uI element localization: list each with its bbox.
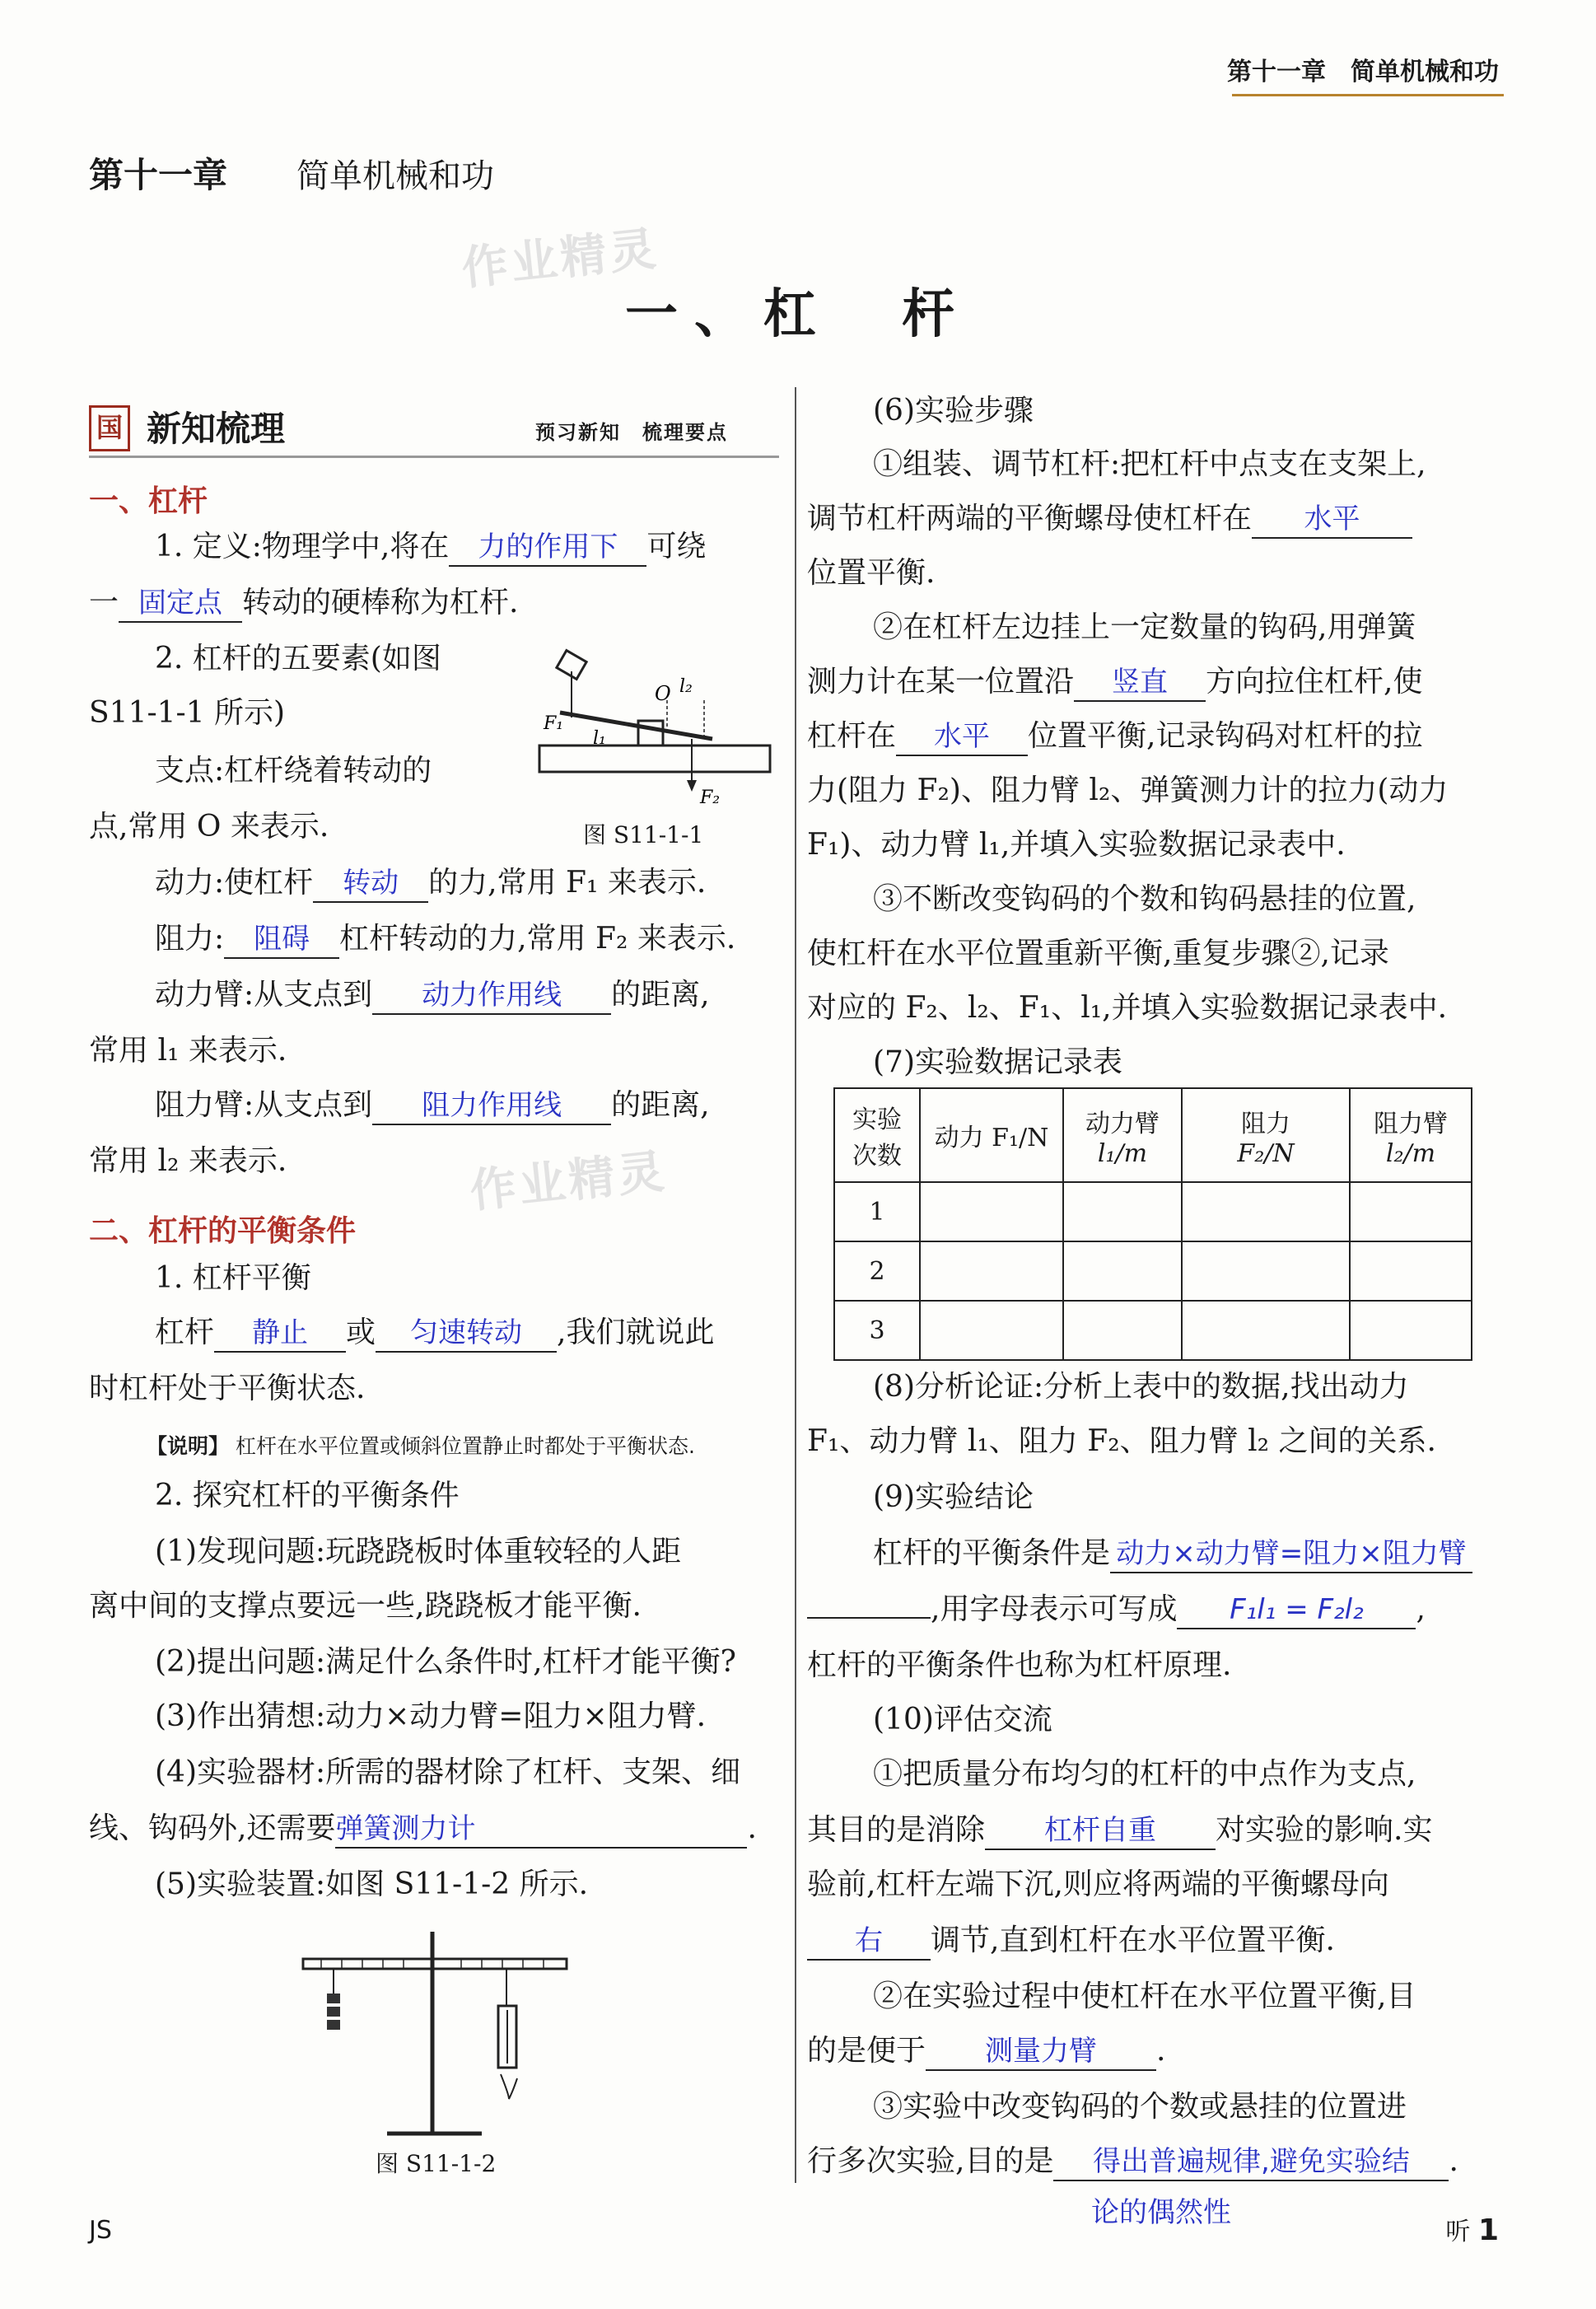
section-icon: 国 [89,405,130,451]
text-line: (1)发现问题:玩跷跷板时体重较轻的人距 [155,1535,682,1568]
text-line: F₁、动力臂 l₁、阻力 F₂、阻力臂 l₂ 之间的关系. [807,1424,1436,1458]
running-header [1227,51,1499,87]
heading-lever: 一、杠杆 [89,484,208,518]
table-cell[interactable] [1182,1182,1350,1241]
answer-blank[interactable]: 力的作用下 [449,529,646,567]
text-line: 1. 杠杆平衡 [155,1261,311,1295]
figure-caption-1: 图 S11-1-1 [583,821,704,848]
table-cell: 2 [834,1241,920,1301]
text-line: (4)实验器材:所需的器材除了杠杆、支架、细 [155,1755,741,1789]
table-cell[interactable] [1350,1301,1472,1360]
watermark: 作业精灵 [467,1144,670,1219]
answer-blank[interactable]: 水平 [896,718,1028,756]
text-line: ②在实验过程中使杠杆在水平位置平衡,目 [873,1979,1416,2013]
section-tag: 预习新知 梳理要点 [535,420,728,444]
answer-blank[interactable]: 阻力作用线 [372,1087,611,1125]
table-cell[interactable] [920,1182,1063,1241]
text-line: (8)分析论证:分析上表中的数据,找出动力 [873,1370,1409,1404]
table-header: 阻力臂 l₂/m [1350,1088,1472,1182]
section-title: 新知梳理 [147,409,286,449]
header-subject: 简单机械和功 [1351,58,1499,86]
svg-text:O: O [655,682,671,705]
definition-line: 1. 定义:物理学中,将在 力的作用下 可绕 [155,527,706,567]
table-header: 实验 次数 [834,1088,920,1182]
footer-code: JS [89,2216,112,2245]
table-header-row [834,1088,1472,1182]
page-number: 听 1 [1445,2213,1499,2247]
text-line: 支点:杠杆绕着转动的 [155,754,432,788]
answer-blank[interactable]: 转动 [313,865,428,903]
arm-line: 动力臂:从支点到 动力作用线 的距离, [155,975,710,1015]
text-line: 2. 探究杠杆的平衡条件 [155,1479,460,1512]
table-row [834,1301,1472,1360]
answer-blank[interactable]: 竖直 [1074,664,1206,702]
equipment-line: 线、钩码外,还需要弹簧测力计 . [89,1809,757,1849]
table-cell[interactable] [920,1301,1063,1360]
answer-blank[interactable]: 右 [807,1923,931,1961]
header-chapter: 第十一章 [1227,58,1326,86]
text-line: F₁)、动力臂 l₁,并填入实验数据记录表中. [807,828,1346,862]
answer-blank[interactable]: 水平 [1252,501,1412,539]
table-cell[interactable] [1063,1241,1182,1301]
answer-blank[interactable]: 固定点 [119,585,242,623]
answer-blank[interactable]: 杠杆自重 [985,1812,1216,1850]
lever-figure-2 [296,1928,576,2150]
table-cell[interactable] [1063,1301,1182,1360]
force-line: 动力:使杠杆 转动 的力,常用 F₁ 来表示. [155,863,706,903]
text-line: 2. 杠杆的五要素(如图 [155,642,441,675]
section-rule [89,456,779,458]
answer-blank[interactable]: 弹簧测力计 [335,1811,747,1849]
text-line: ①把质量分布均匀的杠杆的中点作为支点, [873,1757,1416,1791]
table-cell[interactable] [1063,1182,1182,1241]
eval-line: 行多次实验,目的是 得出普遍规律,避免实验结 . [807,2142,1458,2181]
lever-figure-1 [527,638,774,811]
text-line: (5)实验装置:如图 S11-1-2 所示. [155,1867,589,1901]
table-cell[interactable] [1182,1241,1350,1301]
text-line: (6)实验步骤 [873,394,1034,428]
answer-blank[interactable]: F₁l₁ = F₂l₂ [1177,1592,1416,1629]
text-line: 离中间的支撑点要远一些,跷跷板才能平衡. [89,1589,642,1623]
text-line: (2)提出问题:满足什么条件时,杠杆才能平衡? [155,1645,736,1679]
step-line: 杠杆在 水平 位置平衡,记录钩码对杠杆的拉 [807,717,1422,756]
text-line: 对应的 F₂、l₂、F₁、l₁,并填入实验数据记录表中. [807,991,1448,1025]
eval-line: 其目的是消除 杠杆自重 对实验的影响.实 [807,1811,1432,1850]
table-cell[interactable] [1350,1182,1472,1241]
svg-text:F₁: F₁ [544,713,564,734]
svg-text:F₂: F₂ [700,788,721,808]
answer-blank[interactable]: 测量力臂 [926,2033,1156,2071]
text-line: (3)作出猜想:动力×动力臂=阻力×阻力臂. [155,1699,707,1733]
table-cell: 1 [834,1182,920,1241]
text-line: 力(阻力 F₂)、阻力臂 l₂、弹簧测力计的拉力(动力 [807,774,1449,807]
svg-text:l₁: l₁ [593,728,606,749]
chapter-title: 简单机械和功 [296,157,494,195]
text-line: (10)评估交流 [873,1703,1052,1736]
svg-text:l₂: l₂ [679,676,693,697]
text-line: ①组装、调节杠杆:把杠杆中点支在支架上, [873,447,1426,481]
text-line: S11-1-1 所示) [89,696,286,730]
text-line: 杠杆的平衡条件也称为杠杆原理. [807,1648,1232,1682]
text-line: 常用 l₁ 来表示. [89,1034,287,1068]
lesson-title: 一、杠 杆 [625,284,971,345]
table-header: 阻力 F₂/N [1182,1088,1350,1182]
text-line: ③不断改变钩码的个数和钩码悬挂的位置, [873,882,1416,916]
heading-balance: 二、杠杆的平衡条件 [89,1214,357,1248]
column-divider [795,387,796,2183]
resistance-line: 阻力: 阻碍 杠杆转动的力,常用 F₂ 来表示. [155,919,735,959]
table-header: 动力臂 l₁/m [1063,1088,1182,1182]
text-line: 常用 l₂ 来表示. [89,1144,287,1178]
answer-blank[interactable]: 静止 [214,1315,346,1353]
table-header: 动力 F₁/N [920,1088,1063,1182]
text-line: (9)实验结论 [873,1480,1034,1514]
definition-line-2: 一 固定点 转动的硬棒称为杠杆. [89,583,518,623]
text-line: ②在杠杆左边挂上一定数量的钩码,用弹簧 [873,610,1416,644]
table-cell[interactable] [1350,1241,1472,1301]
table-cell[interactable] [920,1241,1063,1301]
text-line: 位置平衡. [807,556,936,590]
step-line: 测力计在某一位置沿 竖直 方向拉住杠杆,使 [807,662,1422,702]
table-cell: 3 [834,1301,920,1360]
note: 【说明】 杠杆在水平位置或倾斜位置静止时都处于平衡状态. [147,1434,695,1458]
chapter-label: 第十一章 [89,155,228,195]
arm-line-2: 阻力臂:从支点到 阻力作用线 的距离, [155,1086,710,1125]
conclusion-line: 杠杆的平衡条件是 动力×动力臂=阻力×阻力臂 [873,1534,1472,1573]
data-table [833,1087,1472,1361]
step-line: 调节杠杆两端的平衡螺母使杠杆在 水平 [807,499,1412,539]
table-row [834,1182,1472,1241]
answer-blank[interactable]: 匀速转动 [376,1315,557,1353]
eval-line: 右 调节,直到杠杆在水平位置平衡. [807,1921,1335,1961]
formula-line: ,用字母表示可写成 F₁l₁ = F₂l₂ , [807,1590,1426,1629]
answer-blank[interactable]: 阻碍 [224,921,339,959]
answer-blank[interactable]: 动力作用线 [372,977,611,1015]
figure-caption-2: 图 S11-1-2 [376,2150,497,2177]
text-line: ③实验中改变钩码的个数或悬挂的位置进 [873,2090,1407,2124]
table-cell[interactable] [1182,1301,1350,1360]
table-row [834,1241,1472,1301]
answer-blank[interactable]: 动力×动力臂=阻力×阻力臂 [1110,1535,1472,1573]
text-line: (7)实验数据记录表 [873,1045,1122,1079]
text-line: 点,常用 O 来表示. [89,810,329,844]
header-rule [1232,94,1504,96]
answer-blank[interactable]: 得出普遍规律,避免实验结 [1053,2143,1449,2181]
watermark: 作业精灵 [459,222,662,297]
eval-line: 的是便于 测量力臂 . [807,2031,1165,2071]
balance-line: 杠杆 静止 或 匀速转动 ,我们就说此 [155,1313,714,1353]
answer-continuation: 论的偶然性 [1091,2196,1231,2229]
text-line: 验前,杠杆左端下沉,则应将两端的平衡螺母向 [807,1867,1389,1901]
text-line: 使杠杆在水平位置重新平衡,重复步骤②,记录 [807,937,1389,970]
text-line: 时杠杆处于平衡状态. [89,1372,366,1405]
